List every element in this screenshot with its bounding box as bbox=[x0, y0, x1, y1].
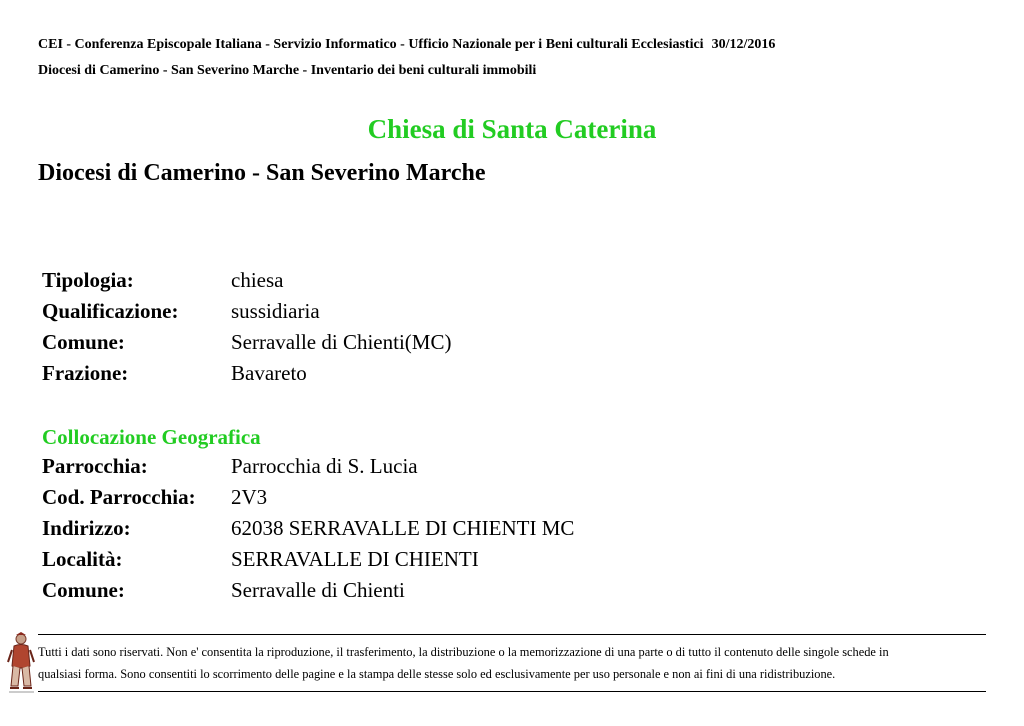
field-label: Parrocchia: bbox=[42, 454, 148, 478]
field-value: Serravalle di Chienti bbox=[231, 578, 405, 602]
header-line-1 bbox=[38, 37, 775, 53]
header-date: 30/12/2016 bbox=[711, 37, 776, 52]
field-label: Comune: bbox=[42, 578, 125, 602]
field-label: Frazione: bbox=[42, 361, 129, 385]
field-value: Serravalle di Chienti(MC) bbox=[231, 330, 452, 354]
header-line-2: Diocesi di Camerino - San Severino Marche - Inventario dei beni culturali immobili bbox=[38, 63, 537, 78]
field-value: SERRAVALLE DI CHIENTI bbox=[231, 547, 479, 571]
field-value: sussidiaria bbox=[231, 299, 320, 323]
footer-disclaimer bbox=[38, 641, 988, 685]
field-label: Indirizzo: bbox=[42, 516, 131, 540]
field-label: Qualificazione: bbox=[42, 299, 179, 323]
page-subtitle: Diocesi di Camerino - San Severino Marche bbox=[38, 160, 486, 186]
field-value: Bavareto bbox=[231, 361, 307, 385]
field-label: Cod. Parrocchia: bbox=[42, 485, 196, 509]
footer-disclaimer-line-2: qualsiasi forma. Sono consentiti lo scorrimento delle pagine e la stampa delle stesse solo ed esclusivamente per uso personale e non ai fini di una ridistribuzione. bbox=[38, 667, 836, 681]
field-value: Parrocchia di S. Lucia bbox=[231, 454, 418, 478]
footer-divider-bottom bbox=[38, 691, 986, 692]
field-label: Comune: bbox=[42, 330, 125, 354]
header-organization: CEI - Conferenza Episcopale Italiana - Servizio Informatico - Ufficio Nazionale per i Beni culturali Ecclesiastici bbox=[38, 37, 704, 52]
field-value: chiesa bbox=[231, 268, 284, 292]
field-label: Località: bbox=[42, 547, 123, 571]
field-label: Tipologia: bbox=[42, 268, 134, 292]
footer-divider-top bbox=[38, 634, 986, 635]
page-title: Chiesa di Santa Caterina bbox=[367, 114, 657, 144]
footer-disclaimer-line-1: Tutti i dati sono riservati. Non e' consentita la riproduzione, il trasferimento, la distribuzione o la memorizzazione di una parte o di tutto il contenuto delle singole schede in bbox=[38, 645, 889, 659]
field-value: 2V3 bbox=[231, 485, 268, 509]
field-value: 62038 SERRAVALLE DI CHIENTI MC bbox=[231, 516, 575, 540]
figure-logo-icon bbox=[6, 632, 36, 694]
section-heading-geografica: Collocazione Geografica bbox=[42, 425, 261, 449]
